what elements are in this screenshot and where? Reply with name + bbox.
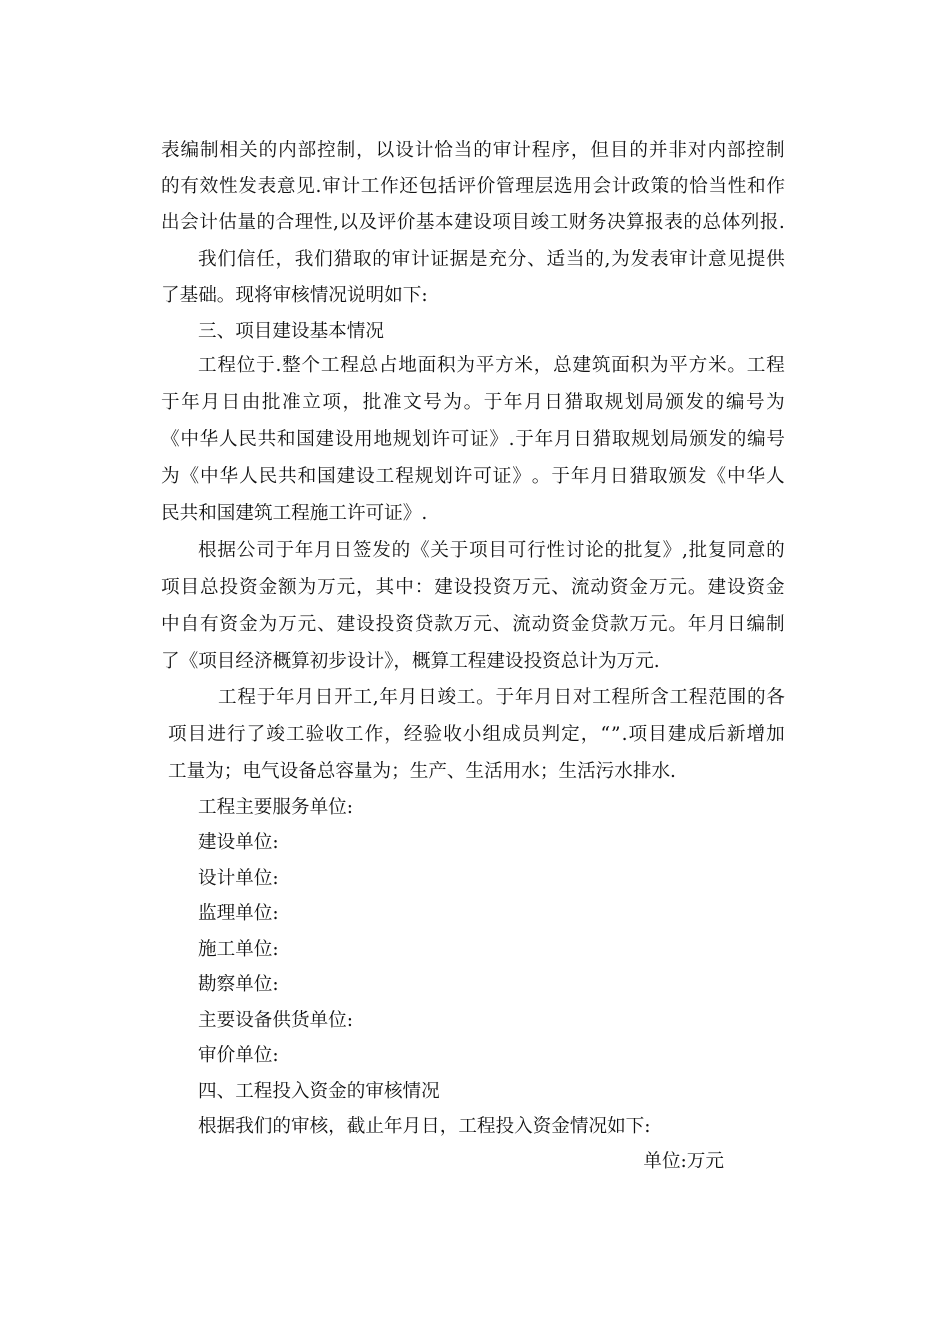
list-item: 设计单位: [198,868,279,889]
list-item: 监理单位: [198,903,279,924]
paragraph-line: 为 《 中 华 人 民 共 和 国 建 设 工 程 规 划 许 可 证 》 。 于 年 月 日 猎 取 颁 发 《 中 华 人 [161,466,785,487]
paragraph-line: 了《项目经济概算初步设计》，概算工程建设投资总计为万元. [161,651,660,672]
paragraph-line: 工 程 于 年 月 日 开 工 , 年 月 日 竣 工 。 于 年 月 日 对 工 程 所 含 工 程 范 围 的 各 [218,687,785,708]
paragraph-line: 项 目 进 行 了 竣 工 验 收 工 作 ， 经 验 收 小 组 成 员 判 定 ， “ ” . 项 目 建 成 后 新 增 加 [168,724,785,745]
unit-label: 单位:万元 [643,1151,724,1172]
paragraph-line: 工量为；电气设备总容量为；生产、生活用水；生活污水排水. [168,761,676,782]
paragraph-line: 项 目 总 投 资 金 额 为 万 元 ， 其 中 ： 建 设 投 资 万 元 、 流 动 资 金 万 元 。 建 设 资 金 [161,577,785,598]
paragraph-line: 根 据 公 司 于 年 月 日 签 发 的 《 关 于 项 目 可 行 性 讨 论 的 批 复 》 , 批 复 同 意 的 [198,540,785,561]
list-item: 建设单位: [198,832,279,853]
paragraph-line: 了基础。现将审核情况说明如下: [161,285,428,306]
list-item: 主要设备供货单位: [198,1010,354,1031]
list-item: 勘察单位: [198,974,279,995]
paragraph-line: 出 会 计 估 量 的 合 理 性 , 以 及 评 价 基 本 建 设 项 目 竣 工 财 务 决 算 报 表 的 总 体 列 报 . [161,212,785,233]
paragraph-line: 我 们 信 任 ， 我 们 猎 取 的 审 计 证 据 是 充 分 、 适 当 的 , 为 发 表 审 计 意 见 提 供 [198,249,785,270]
list-item: 审价单位: [198,1045,279,1066]
paragraph-line: 于 年 月 日 由 批 准 立 项 ， 批 准 文 号 为 。 于 年 月 日 猎 取 规 划 局 颁 发 的 编 号 为 [161,392,785,413]
paragraph-line: 工 程 位 于 . 整 个 工 程 总 占 地 面 积 为 平 方 米 ， 总 建 筑 面 积 为 平 方 米 。 工 程 [198,355,785,376]
paragraph-line: 《 中 华 人 民 共 和 国 建 设 用 地 规 划 许 可 证 》 . 于 年 月 日 猎 取 规 划 局 颁 发 的 编 号 [161,429,785,450]
paragraph-line: 中 自 有 资 金 为 万 元 、 建 设 投 资 贷 款 万 元 、 流 动 资 金 贷 款 万 元 。 年 月 日 编 制 [161,614,785,635]
list-heading: 工程主要服务单位: [198,797,354,818]
paragraph-line: 的 有 效 性 发 表 意 见 . 审 计 工 作 还 包 括 评 价 管 理 层 选 用 会 计 政 策 的 恰 当 性 和 作 [161,176,785,197]
paragraph-line: 表 编 制 相 关 的 内 部 控 制 ， 以 设 计 恰 当 的 审 计 程 序 ， 但 目 的 并 非 对 内 部 控 制 [161,140,785,161]
list-item: 施工单位: [198,939,279,960]
paragraph-line: 民共和国建筑工程施工许可证》. [161,503,428,524]
paragraph-line: 根据我们的审核，截止年月日，工程投入资金情况如下: [198,1116,651,1137]
section-heading: 四、工程投入资金的审核情况 [198,1081,440,1102]
section-heading: 三、项目建设基本情况 [198,321,384,342]
